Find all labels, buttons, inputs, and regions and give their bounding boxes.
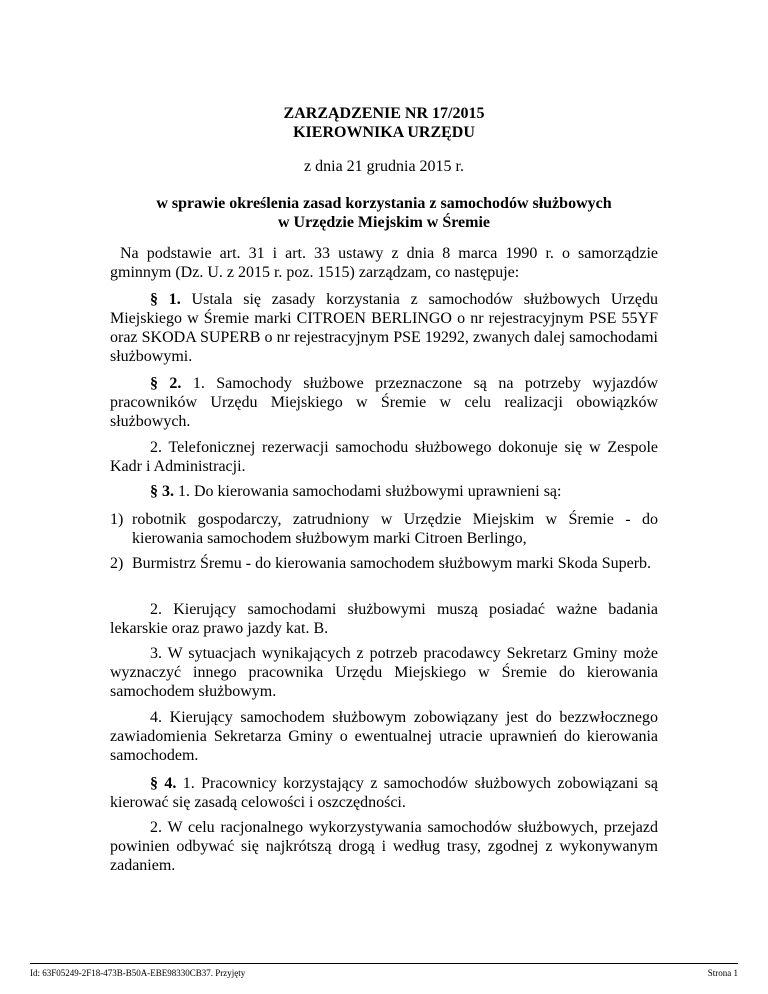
list-item-number: 2): [110, 555, 124, 572]
section-1-paragraph: [110, 290, 658, 366]
footer-page-number: Strona 1: [707, 968, 738, 978]
section-1-text: Ustala się zasady korzystania z samochodów służbowych Urzędu Miejskiego w Śremie marki CITROEN BERLINGO o nr rejestracyjnym PSE 55YF oraz SKODA SUPERB o nr rejestracyjnym PSE 19292, zwanych dalej samochodami służbowymi.: [110, 291, 658, 365]
list-item-number: 1): [110, 511, 124, 528]
section-4-text-2: 2. W celu racjonalnego wykorzystywania samochodów służbowych, przejazd powinien odbywać się najkrótszą drogą i według trasy, zgodnej z wykonywanym zadaniem.: [110, 819, 658, 874]
section-3-text-3: 3. W sytuacjach wynikających z potrzeb pracodawcy Sekretarz Gminy może wyznaczyć innego pracownika Urzędu Miejskiego w Śremie do kierowania samochodem służbowym.: [110, 645, 658, 700]
section-2-text-1: 1. Samochody służbowe przeznaczone są na potrzeby wyjazdów pracowników Urzędu Miejskiego w Śremie w celu realizacji obowiązków służbowych.: [110, 375, 659, 430]
section-3-text-1: 1. Do kierowania samochodami służbowymi uprawnieni są:: [174, 483, 562, 500]
preamble-paragraph: [110, 244, 658, 282]
section-3-point-2: [110, 600, 658, 638]
section-3-list-item-2: [110, 554, 658, 573]
list-item-text: Burmistrz Śremu - do kierowania samochodem służbowym marki Skoda Superb.: [132, 555, 652, 572]
section-3-paragraph: [110, 482, 658, 501]
section-4-label: § 4.: [150, 775, 177, 792]
footer-divider: [30, 963, 738, 964]
section-3-list-item-1: [110, 510, 658, 548]
section-2-paragraph: [110, 374, 658, 431]
section-4-point-2: [110, 818, 658, 875]
section-3-label: § 3.: [150, 483, 174, 500]
section-3-point-3: [110, 644, 658, 701]
preamble-text: Na podstawie art. 31 i art. 33 ustawy z dnia 8 marca 1990 r. o samorządzie gminnym (Dz. U. z 2015 r. poz. 1515) zarządzam, co następuje:: [110, 245, 658, 281]
document-title-line2: KIEROWNIKA URZĘDU: [293, 124, 475, 141]
section-2-text-2: 2. Telefonicznej rezerwacji samochodu służbowego dokonuje się w Zespole Kadr i Administracji.: [110, 439, 658, 475]
section-2-point-2: [110, 438, 658, 476]
footer-document-id: Id: 63F05249-2F18-473B-B50A-EBE98330CB37. Przyjęty: [30, 968, 246, 978]
section-4-text-1: 1. Pracownicy korzystający z samochodów służbowych zobowiązani są kierować się zasadą celowości i oszczędności.: [110, 775, 658, 811]
section-3-point-4: [110, 708, 658, 765]
section-2-label: § 2.: [150, 375, 182, 392]
section-4-paragraph: [110, 774, 658, 812]
document-subject-line2: w Urzędzie Miejskim w Śremie: [277, 214, 491, 231]
document-title-line1: ZARZĄDZENIE NR 17/2015: [283, 105, 485, 122]
document-subject-line1: w sprawie określenia zasad korzystania z samochodów służbowych: [156, 195, 612, 212]
list-item-text: robotnik gospodarczy, zatrudniony w Urzędzie Miejskim w Śremie - do kierowania samochodem służbowym marki Citroen Berlingo,: [132, 511, 658, 547]
section-1-label: § 1.: [150, 291, 181, 308]
document-date: z dnia 21 grudnia 2015 r.: [304, 158, 464, 175]
section-3-text-4: 4. Kierujący samochodem służbowym zobowiązany jest do bezzwłocznego zawiadomienia Sekretarza Gminy o ewentualnej utracie uprawnień do kierowania samochodem.: [110, 709, 658, 764]
section-3-text-2: 2. Kierujący samochodami służbowymi muszą posiadać ważne badania lekarskie oraz prawo jazdy kat. B.: [110, 601, 658, 637]
